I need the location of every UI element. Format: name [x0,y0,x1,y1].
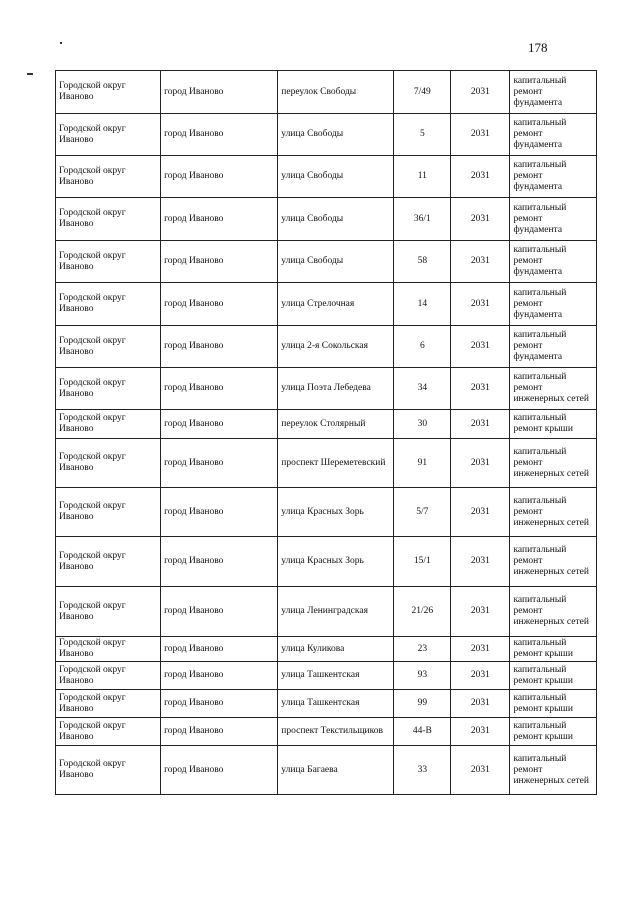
cell-work: капитальный ремонт инженерных сетей [510,368,597,410]
cell-year: 2031 [451,368,510,410]
page-number: 178 [528,40,548,55]
table-row [56,662,597,690]
cell-house: 11 [394,156,451,198]
table-row [56,368,597,410]
cell-year: 2031 [451,410,510,439]
cell-house: 91 [394,439,451,488]
cell-okrug: Городской округ Иваново [56,71,161,114]
cell-okrug: Городской округ Иваново [56,283,161,326]
cell-okrug: Городской округ Иваново [56,587,161,637]
cell-okrug: Городской округ Иваново [56,690,161,718]
cell-city: город Иваново [161,439,278,488]
cell-house: 21/26 [394,587,451,637]
cell-okrug: Городской округ Иваново [56,718,161,746]
cell-street: улица Стрелочная [278,283,394,326]
cell-house: 93 [394,662,451,690]
cell-house: 23 [394,637,451,662]
cell-house: 5 [394,114,451,156]
cell-street: улица Свободы [278,198,394,241]
cell-house: 6 [394,326,451,368]
cell-work: капитальный ремонт крыши [510,410,597,439]
cell-work: капитальный ремонт инженерных сетей [510,439,597,488]
table-row [56,690,597,718]
margin-dot [60,42,62,44]
cell-year: 2031 [451,283,510,326]
table-row [56,718,597,746]
cell-work: капитальный ремонт крыши [510,718,597,746]
table-row [56,587,597,637]
cell-house: 34 [394,368,451,410]
cell-street: улица Ташкентская [278,690,394,718]
cell-year: 2031 [451,71,510,114]
cell-year: 2031 [451,690,510,718]
cell-year: 2031 [451,537,510,587]
cell-city: город Иваново [161,71,278,114]
cell-house: 7/49 [394,71,451,114]
cell-work: капитальный ремонт фундамента [510,198,597,241]
table-body [56,71,597,795]
cell-work: капитальный ремонт фундамента [510,241,597,283]
cell-city: город Иваново [161,637,278,662]
table-row [56,326,597,368]
cell-city: город Иваново [161,410,278,439]
table-row [56,410,597,439]
table-row [56,746,597,795]
cell-house: 14 [394,283,451,326]
cell-street: улица Свободы [278,114,394,156]
cell-year: 2031 [451,198,510,241]
margin-dash [27,73,33,75]
table-row [56,439,597,488]
cell-year: 2031 [451,241,510,283]
cell-city: город Иваново [161,283,278,326]
cell-year: 2031 [451,326,510,368]
cell-okrug: Городской округ Иваново [56,537,161,587]
cell-year: 2031 [451,488,510,537]
cell-year: 2031 [451,718,510,746]
table-row [56,283,597,326]
cell-okrug: Городской округ Иваново [56,746,161,795]
cell-house: 36/1 [394,198,451,241]
cell-okrug: Городской округ Иваново [56,156,161,198]
cell-work: капитальный ремонт фундамента [510,156,597,198]
cell-okrug: Городской округ Иваново [56,326,161,368]
cell-work: капитальный ремонт фундамента [510,71,597,114]
cell-street: улица Свободы [278,156,394,198]
cell-year: 2031 [451,746,510,795]
cell-work: капитальный ремонт крыши [510,690,597,718]
cell-street: переулок Свободы [278,71,394,114]
cell-okrug: Городской округ Иваново [56,488,161,537]
cell-street: улица Багаева [278,746,394,795]
cell-year: 2031 [451,587,510,637]
cell-work: капитальный ремонт инженерных сетей [510,587,597,637]
cell-street: улица Красных Зорь [278,537,394,587]
table-row [56,488,597,537]
cell-house: 44-В [394,718,451,746]
cell-okrug: Городской округ Иваново [56,198,161,241]
cell-house: 58 [394,241,451,283]
cell-street: улица 2-я Сокольская [278,326,394,368]
cell-house: 5/7 [394,488,451,537]
cell-house: 15/1 [394,537,451,587]
cell-city: город Иваново [161,662,278,690]
cell-okrug: Городской округ Иваново [56,637,161,662]
cell-year: 2031 [451,662,510,690]
cell-work: капитальный ремонт фундамента [510,283,597,326]
cell-work: капитальный ремонт фундамента [510,326,597,368]
table-row [56,71,597,114]
cell-city: город Иваново [161,587,278,637]
cell-city: город Иваново [161,198,278,241]
cell-house: 30 [394,410,451,439]
cell-city: город Иваново [161,241,278,283]
cell-work: капитальный ремонт крыши [510,662,597,690]
table-row [56,198,597,241]
table-row [56,637,597,662]
table-row [56,241,597,283]
cell-city: город Иваново [161,537,278,587]
cell-street: проспект Текстильщиков [278,718,394,746]
cell-street: улица Ленинградская [278,587,394,637]
cell-okrug: Городской округ Иваново [56,114,161,156]
cell-year: 2031 [451,156,510,198]
cell-city: город Иваново [161,156,278,198]
cell-okrug: Городской округ Иваново [56,368,161,410]
cell-city: город Иваново [161,368,278,410]
cell-work: капитальный ремонт инженерных сетей [510,488,597,537]
cell-street: улица Ташкентская [278,662,394,690]
cell-city: город Иваново [161,114,278,156]
cell-work: капитальный ремонт инженерных сетей [510,537,597,587]
cell-street: улица Поэта Лебедева [278,368,394,410]
cell-city: город Иваново [161,718,278,746]
cell-street: улица Красных Зорь [278,488,394,537]
cell-work: капитальный ремонт инженерных сетей [510,746,597,795]
cell-okrug: Городской округ Иваново [56,410,161,439]
housing-table [55,70,597,795]
cell-house: 99 [394,690,451,718]
table-row [56,537,597,587]
cell-city: город Иваново [161,690,278,718]
cell-okrug: Городской округ Иваново [56,241,161,283]
cell-okrug: Городской округ Иваново [56,439,161,488]
cell-work: капитальный ремонт крыши [510,637,597,662]
cell-street: переулок Столярный [278,410,394,439]
cell-year: 2031 [451,637,510,662]
cell-work: капитальный ремонт фундамента [510,114,597,156]
cell-year: 2031 [451,439,510,488]
cell-okrug: Городской округ Иваново [56,662,161,690]
cell-city: город Иваново [161,488,278,537]
table-row [56,156,597,198]
table-row [56,114,597,156]
cell-street: улица Свободы [278,241,394,283]
cell-street: улица Куликова [278,637,394,662]
cell-city: город Иваново [161,326,278,368]
cell-street: проспект Шереметевский [278,439,394,488]
cell-city: город Иваново [161,746,278,795]
cell-house: 33 [394,746,451,795]
cell-year: 2031 [451,114,510,156]
